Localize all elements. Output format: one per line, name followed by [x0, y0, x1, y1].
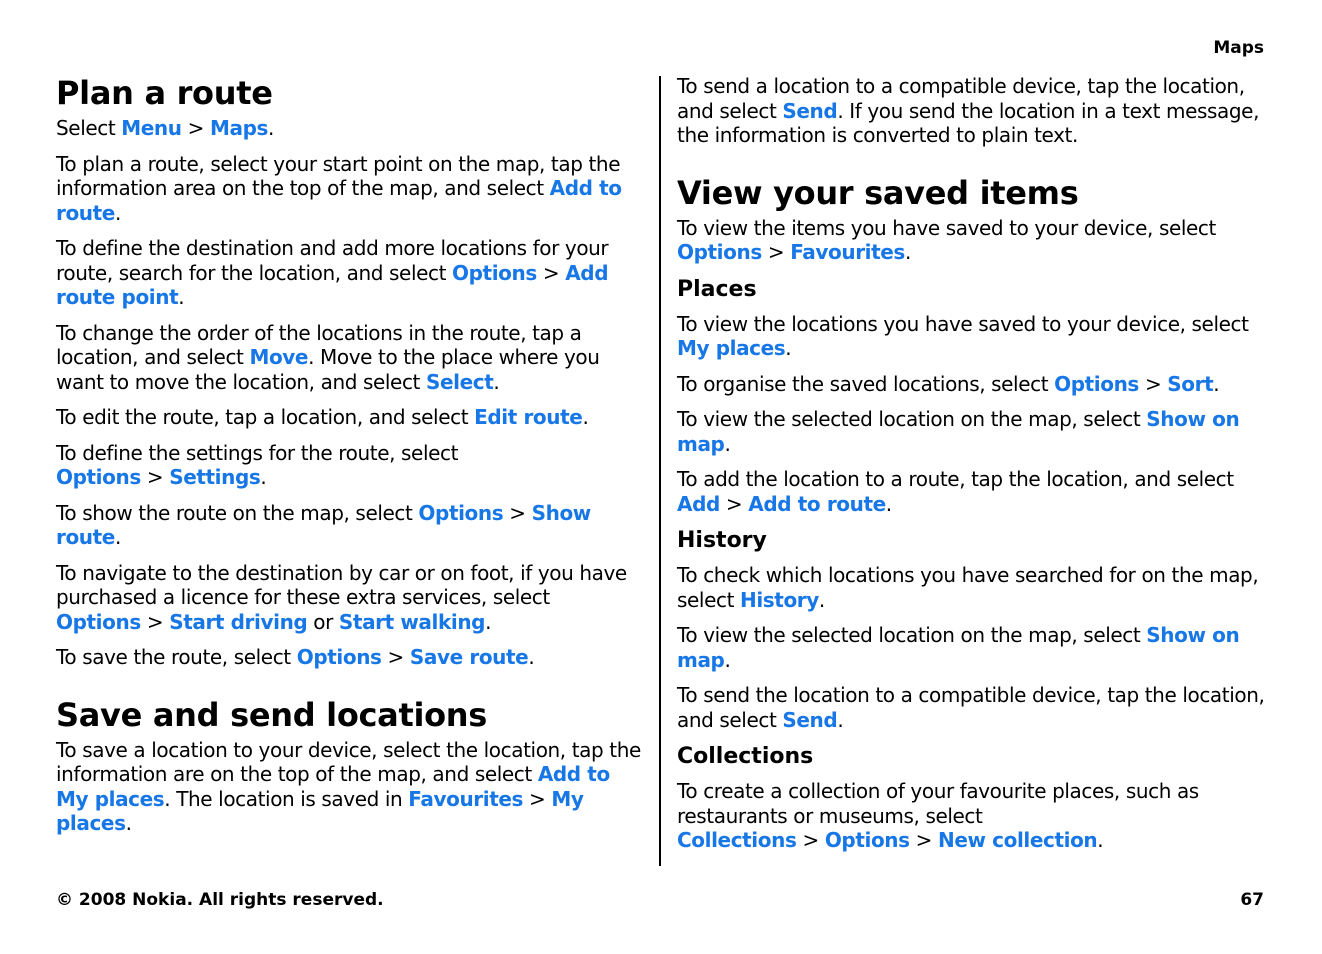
- select-keyword: Select: [425, 369, 494, 394]
- text: .: [485, 609, 492, 634]
- paragraph: [677, 623, 1269, 672]
- text: .: [785, 336, 792, 360]
- collections-keyword: Collections: [677, 828, 797, 852]
- text: .: [528, 645, 535, 669]
- add-to-route-keyword: Add to route: [56, 176, 622, 225]
- text: To show the route on the map, select: [56, 500, 419, 525]
- text: .: [724, 647, 731, 672]
- separator: >: [146, 465, 164, 489]
- paragraph: [56, 501, 646, 550]
- text: To add the location to a route, tap the location, and select: [677, 467, 1234, 491]
- paragraph: [56, 321, 646, 395]
- text: To send the location to a compatible device, tap the location, and select: [677, 683, 1265, 732]
- options-keyword: Options: [56, 465, 141, 489]
- menu-keyword: Menu: [121, 116, 182, 140]
- text: Select: [56, 116, 122, 140]
- text: . Move to the place where you want to move the location, and select: [56, 345, 600, 394]
- text: To check which locations you have searched for on the map, select: [677, 563, 1259, 612]
- add-route-point-keyword: Add route point: [56, 260, 609, 309]
- add-keyword: Add: [677, 491, 720, 516]
- paragraph: [677, 312, 1269, 361]
- separator: >: [146, 609, 164, 634]
- options-keyword: Options: [824, 828, 910, 852]
- text: .: [724, 431, 731, 456]
- favourites-keyword: Favourites: [790, 240, 905, 264]
- text: To save the route, select: [56, 645, 297, 669]
- left-column: [56, 74, 646, 847]
- options-keyword: Options: [56, 609, 141, 634]
- paragraph: [677, 563, 1269, 612]
- send-keyword: Send: [782, 98, 838, 123]
- favourites-keyword: Favourites: [408, 786, 524, 811]
- move-keyword: Move: [249, 345, 309, 369]
- start-walking-keyword: Start walking: [338, 609, 486, 634]
- text: To plan a route, select your start point on the map, tap the information area on the top of the map, and select: [56, 151, 621, 200]
- separator: >: [802, 828, 819, 852]
- separator: >: [767, 240, 785, 264]
- text: . The location is saved in: [164, 786, 409, 811]
- running-head: Maps: [1213, 38, 1264, 58]
- paragraph: [56, 561, 646, 635]
- separator: >: [509, 500, 526, 525]
- paragraph: [56, 441, 646, 490]
- separator: >: [915, 828, 932, 852]
- text: To view the selected location on the map, select: [677, 623, 1147, 647]
- text: To define the settings for the route, select: [56, 440, 459, 465]
- text: To view the locations you have saved to your device, select: [677, 311, 1249, 336]
- paragraph: [56, 152, 646, 226]
- separator: >: [725, 491, 743, 516]
- text: .: [1097, 828, 1104, 852]
- show-on-map-keyword: Show on map: [677, 407, 1240, 456]
- paragraph: [56, 405, 646, 430]
- text: To send a location to a compatible device, tap the location, and select: [677, 74, 1245, 123]
- paragraph: [56, 236, 646, 310]
- text: .: [493, 369, 500, 394]
- paragraph: [677, 372, 1269, 397]
- show-route-keyword: Show route: [56, 500, 591, 549]
- paragraph: [56, 116, 646, 141]
- heading-places: Places: [677, 276, 757, 302]
- heading-collections: Collections: [677, 744, 814, 769]
- heading-plan-a-route: Plan a route: [56, 74, 273, 112]
- text: To save a location to your device, select the location, tap the information are on the top of the map, and select: [56, 737, 641, 786]
- options-keyword: Options: [677, 240, 762, 264]
- text: .: [818, 587, 825, 612]
- start-driving-keyword: Start driving: [169, 609, 308, 634]
- text: To change the order of the locations in the route, tap a location, and select: [56, 320, 582, 369]
- text: or: [307, 609, 339, 634]
- text: .: [885, 491, 892, 516]
- right-column: [677, 74, 1269, 864]
- text: .: [114, 200, 121, 225]
- text: .: [114, 525, 121, 549]
- text: .: [260, 465, 267, 489]
- text: .: [904, 240, 911, 264]
- text: .: [582, 405, 589, 429]
- heading-history: History: [677, 528, 767, 553]
- separator: >: [387, 645, 404, 669]
- maps-keyword: Maps: [209, 116, 268, 140]
- history-keyword: History: [739, 587, 819, 612]
- page-number: 67: [1240, 890, 1264, 910]
- text: To define the destination and add more locations for your route, search for the location, and select: [56, 236, 609, 285]
- show-on-map-keyword: Show on map: [677, 623, 1240, 672]
- separator: >: [529, 786, 546, 811]
- sort-keyword: Sort: [1167, 371, 1214, 396]
- paragraph: [677, 779, 1269, 853]
- column-divider: [659, 76, 661, 866]
- text: To view the selected location on the map, select: [677, 407, 1147, 431]
- paragraph: [677, 216, 1269, 265]
- text: .: [837, 707, 844, 732]
- options-keyword: Options: [296, 645, 382, 669]
- paragraph: [677, 683, 1269, 732]
- paragraph: [677, 407, 1269, 456]
- new-collection-keyword: New collection: [938, 828, 1098, 852]
- save-route-keyword: Save route: [409, 645, 529, 669]
- paragraph: [677, 467, 1269, 516]
- options-keyword: Options: [1054, 371, 1139, 396]
- text: To edit the route, tap a location, and select: [56, 405, 475, 429]
- text: .: [125, 811, 132, 835]
- my-places-keyword: My places: [56, 786, 584, 835]
- edit-route-keyword: Edit route: [474, 405, 583, 429]
- send-keyword: Send: [782, 707, 838, 732]
- heading-view-your-saved-items: View your saved items: [677, 173, 1079, 212]
- separator: >: [542, 260, 560, 285]
- paragraph: [677, 74, 1269, 148]
- paragraph: [56, 738, 646, 836]
- add-to-my-places-keyword: Add to My places: [56, 762, 610, 811]
- text: .: [268, 116, 274, 140]
- text: To view the items you have saved to your device, select: [677, 215, 1216, 240]
- text: .: [1213, 371, 1220, 396]
- my-places-keyword: My places: [677, 336, 786, 360]
- text: To navigate to the destination by car or on foot, if you have purchased a licence for these extra services, select: [56, 560, 627, 609]
- paragraph: [56, 645, 646, 670]
- text: To create a collection of your favourite places, such as restaurants or museums, select: [677, 779, 1199, 828]
- settings-keyword: Settings: [169, 465, 261, 489]
- heading-save-and-send-locations: Save and send locations: [56, 695, 488, 734]
- separator: >: [187, 116, 204, 140]
- add-to-route-keyword: Add to route: [748, 491, 886, 516]
- text: .: [178, 285, 185, 309]
- separator: >: [1144, 371, 1162, 396]
- text: . If you send the location in a text message, the information is converted to plain text.: [677, 98, 1260, 147]
- options-keyword: Options: [418, 500, 504, 525]
- text: To organise the saved locations, select: [677, 371, 1055, 396]
- options-keyword: Options: [452, 260, 537, 285]
- copyright-footer: © 2008 Nokia. All rights reserved.: [56, 890, 384, 910]
